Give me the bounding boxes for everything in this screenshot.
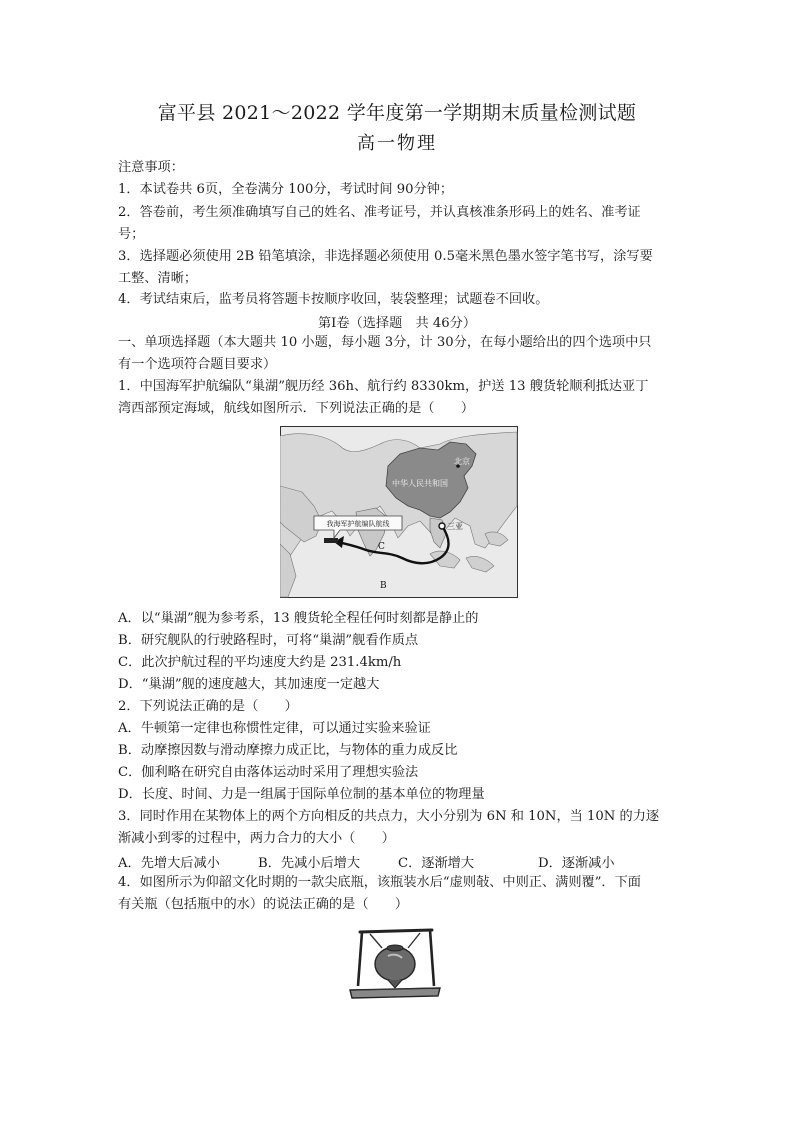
q3-stem: 渐减小到零的过程中，两力合力的大小（ ） [118, 831, 395, 846]
q4-stem: 有关瓶（包括瓶中的水）的说法正确的是（ ） [118, 897, 409, 912]
pointed-bottle-figure [348, 924, 442, 1002]
notice-heading: 注意事项： [118, 160, 184, 175]
sanya-label: 三亚 [447, 522, 463, 531]
q2-stem: 2．下列说法正确的是（ ） [118, 699, 298, 714]
exam-title: 富平县 2021～2022 学年度第一学期期末质量检测试题 [157, 102, 637, 124]
notice-item: 4．考试结束后，监考员将答题卡按顺序收回，装袋整理；试题卷不回收。 [118, 292, 549, 307]
point-c-label: C [378, 542, 385, 552]
q1-option-b: B．研究舰队的行驶路程时，可将“巢湖”舰看作质点 [118, 633, 419, 648]
notice-item: 2．答卷前，考生须准确填写自己的姓名、准考证号，并认真核准条形码上的姓名、准考证 [118, 205, 641, 220]
route-label: 我海军护航编队航线 [326, 520, 390, 528]
q3-stem: 3．同时作用在某物体上的两个方向相反的共点力，大小分别为 6N 和 10N，当 10N 的力逐 [118, 809, 660, 824]
q3-option-d: D．逐渐减小 [538, 856, 615, 871]
route-map [280, 426, 518, 598]
q1-stem: 湾西部预定海域，航线如图所示．下列说法正确的是（ ） [118, 401, 475, 416]
section-instructions: 一、单项选择题（本大题共 10 小题，每小题 3分，计 30分，在每小题给出的四个选项中只 [118, 335, 652, 350]
notice-item: 号； [118, 227, 145, 242]
q1-option-c: C．此次护航过程的平均速度大约是 231.4km/h [118, 655, 402, 670]
point-b-label: B [380, 581, 387, 591]
q3-option-a: A．先增大后减小 [118, 856, 220, 871]
part1-heading: 第Ⅰ卷（选择题 共 46分） [317, 316, 477, 331]
q1-option-a: A．以“巢湖”舰为参考系，13 艘货轮全程任何时刻都是静止的 [118, 611, 479, 626]
beijing-label: 北京 [454, 457, 470, 466]
q3-option-b: B．先减小后增大 [258, 856, 361, 871]
q3-option-c: C．逐渐增大 [398, 856, 475, 871]
q2-option-d: D．长度、时间、力是一组属于国际单位制的基本单位的物理量 [118, 787, 485, 802]
notice-item: 工整、清晰； [118, 271, 198, 286]
section-instructions: 有一个选项符合题目要求） [118, 357, 277, 372]
q2-option-c: C．伽利略在研究自由落体运动时采用了理想实验法 [118, 765, 419, 780]
q1-stem: 1．中国海军护航编队“巢湖”舰历经 36h、航行约 8330km，护送 13 艘货轮顺利抵达亚丁 [118, 379, 649, 394]
country-label: 中华人民共和国 [392, 479, 448, 488]
q1-option-d: D．“巢湖”舰的速度越大，其加速度一定越大 [118, 677, 380, 692]
q2-option-a: A．牛顿第一定律也称惯性定律，可以通过实验来验证 [118, 721, 431, 736]
exam-subtitle: 高一物理 [357, 133, 437, 154]
notice-item: 3．选择题必须使用 2B 铅笔填涂，非选择题必须使用 0.5毫米黑色墨水签字笔书写，涂写要 [118, 249, 653, 264]
q2-option-b: B．动摩擦因数与滑动摩擦力成正比，与物体的重力成反比 [118, 743, 458, 758]
notice-item: 1．本试卷共 6页，全卷满分 100分，考试时间 90分钟； [118, 182, 454, 197]
q4-stem: 4．如图所示为仰韶文化时期的一款尖底瓶，该瓶装水后“虚则敧、中则正、满则覆”．下面 [118, 875, 641, 890]
